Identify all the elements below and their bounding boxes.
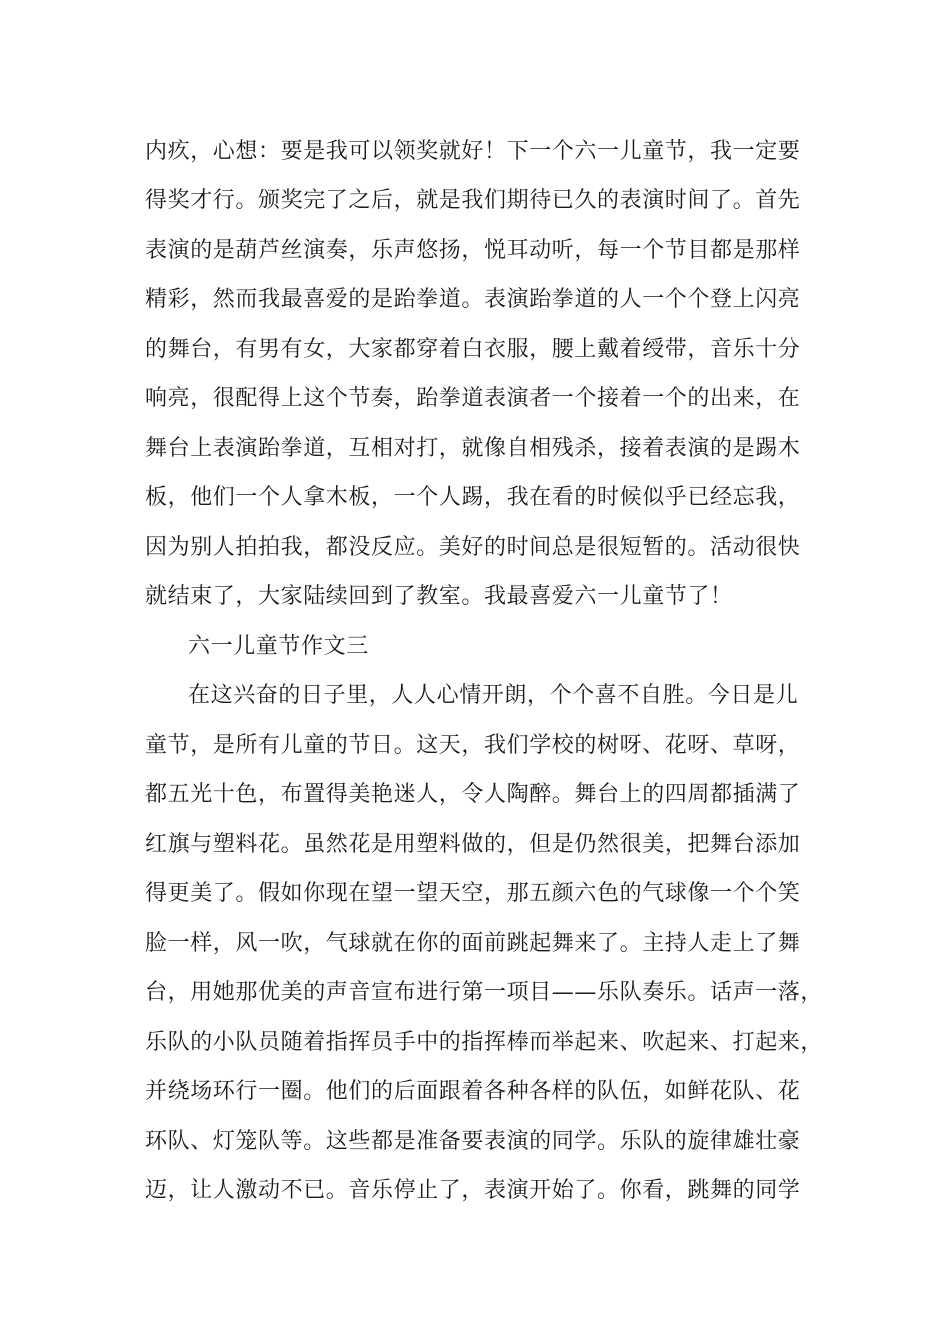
text-line: 舞台上表演跆拳道，互相对打，就像自相残杀，接着表演的是踢木 xyxy=(145,436,801,461)
text-line: 内疚，心想：要是我可以领奖就好！下一个六一儿童节，我一定要 xyxy=(145,139,801,164)
text-line: 表演的是葫芦丝演奏，乐声悠扬，悦耳动听，每一个节目都是那样 xyxy=(145,238,801,263)
text-line: 红旗与塑料花。虽然花是用塑料做的，但是仍然很美，把舞台添加 xyxy=(145,832,801,857)
text-line: 得奖才行。颁奖完了之后，就是我们期待已久的表演时间了。首先 xyxy=(145,188,801,213)
text-line: 迈，让人激动不已。音乐停止了，表演开始了。你看，跳舞的同学 xyxy=(145,1178,801,1203)
text-line: 都五光十色，布置得美艳迷人，令人陶醉。舞台上的四周都插满了 xyxy=(145,782,801,807)
paragraph-first-line: 在这兴奋的日子里，人人心情开朗，个个喜不自胜。今日是儿 xyxy=(188,683,799,708)
text-line: 板，他们一个人拿木板，一个人踢，我在看的时候似乎已经忘我， xyxy=(145,485,801,510)
text-line: 因为别人拍拍我，都没反应。美好的时间总是很短暂的。活动很快 xyxy=(145,535,801,560)
text-line: 乐队的小队员随着指挥员手中的指挥棒而举起来、吹起来、打起来， xyxy=(145,1030,824,1055)
text-line: 就结束了，大家陆续回到了教室。我最喜爱六一儿童节了！ xyxy=(145,584,733,609)
text-line: 的舞台，有男有女，大家都穿着白衣服，腰上戴着绶带，音乐十分 xyxy=(145,337,801,362)
text-line: 并绕场环行一圈。他们的后面跟着各种各样的队伍，如鲜花队、花 xyxy=(145,1079,801,1104)
text-line: 响亮，很配得上这个节奏，跆拳道表演者一个接着一个的出来，在 xyxy=(145,386,801,411)
text-line: 得更美了。假如你现在望一望天空，那五颜六色的气球像一个个笑 xyxy=(145,881,801,906)
text-line: 台，用她那优美的声音宣布进行第一项目——乐队奏乐。话声一落， xyxy=(145,980,824,1005)
text-line: 脸一样，风一吹，气球就在你的面前跳起舞来了。主持人走上了舞 xyxy=(145,931,801,956)
text-line: 精彩，然而我最喜爱的是跆拳道。表演跆拳道的人一个个登上闪亮 xyxy=(145,287,801,312)
text-line: 童节，是所有儿童的节日。这天，我们学校的树呀、花呀、草呀， xyxy=(145,733,801,758)
section-heading: 六一儿童节作文三 xyxy=(188,634,369,659)
text-line: 环队、灯笼队等。这些都是准备要表演的同学。乐队的旋律雄壮豪 xyxy=(145,1129,801,1154)
